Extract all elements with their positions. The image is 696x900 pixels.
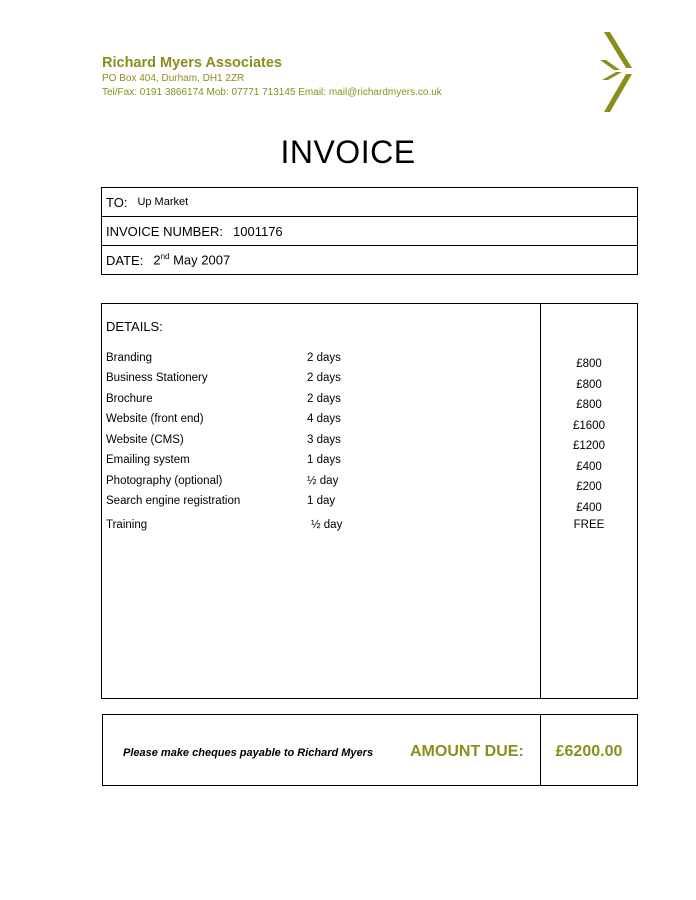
item-name: Business Stationery — [106, 372, 208, 384]
date-suffix: nd — [160, 252, 170, 262]
item-price: FREE — [573, 519, 605, 531]
invoice-number-label: INVOICE NUMBER: — [106, 223, 224, 239]
item-price: £1200 — [573, 440, 605, 452]
item-price: £800 — [576, 358, 602, 370]
item-name: Emailing system — [106, 454, 190, 466]
date-row — [102, 246, 637, 274]
date-value — [153, 252, 230, 267]
item-name: Training — [106, 519, 148, 531]
date-rest: May 2007 — [173, 252, 231, 268]
details-label: DETAILS: — [106, 319, 163, 334]
invoice-title: INVOICE — [280, 134, 416, 170]
item-price: £800 — [576, 399, 602, 411]
item-price: £400 — [576, 461, 602, 473]
amount-due-label: AMOUNT DUE: — [410, 743, 524, 760]
item-duration: 4 days — [307, 413, 341, 425]
item-duration: ½ day — [311, 519, 343, 531]
item-duration: 2 days — [307, 372, 341, 384]
item-name: Website (CMS) — [106, 434, 184, 446]
item-duration: 2 days — [307, 352, 341, 364]
invoice-number-value: 1001176 — [233, 223, 283, 239]
payment-note: Please make cheques payable to Richard Myers — [123, 747, 374, 759]
item-duration: 1 days — [307, 454, 341, 466]
item-duration: 3 days — [307, 434, 341, 446]
item-name: Photography (optional) — [106, 475, 223, 487]
company-address: PO Box 404, Durham, DH1 2ZR — [102, 73, 245, 84]
item-name: Website (front end) — [106, 413, 204, 425]
item-price: £800 — [576, 379, 602, 391]
item-duration: ½ day — [307, 475, 339, 487]
company-header — [102, 54, 442, 100]
company-contact: Tel/Fax: 0191 3866174 Mob: 07771 713145 Email: mail@richardmyers.co.uk — [102, 87, 442, 98]
item-duration: 1 day — [307, 495, 336, 507]
item-price: £1600 — [573, 420, 605, 432]
to-label: TO: — [106, 194, 128, 210]
item-price: £400 — [576, 502, 602, 514]
item-name: Search engine registration — [106, 495, 241, 507]
company-name: Richard Myers Associates — [102, 55, 282, 71]
company-logo-icon — [596, 30, 636, 114]
to-row — [102, 188, 637, 217]
item-price: £200 — [576, 481, 602, 493]
to-value: Up Market — [137, 196, 189, 208]
item-name: Branding — [106, 352, 153, 364]
amount-due-box — [102, 714, 638, 786]
item-duration: 2 days — [307, 393, 341, 405]
date-day: 2 — [153, 252, 161, 268]
date-label: DATE: — [106, 252, 144, 268]
item-name: Brochure — [106, 393, 153, 405]
details-table — [101, 303, 638, 699]
amount-due-value: £6200.00 — [555, 743, 623, 760]
invoice-number-row — [102, 217, 637, 246]
invoice-header-table — [101, 187, 638, 275]
